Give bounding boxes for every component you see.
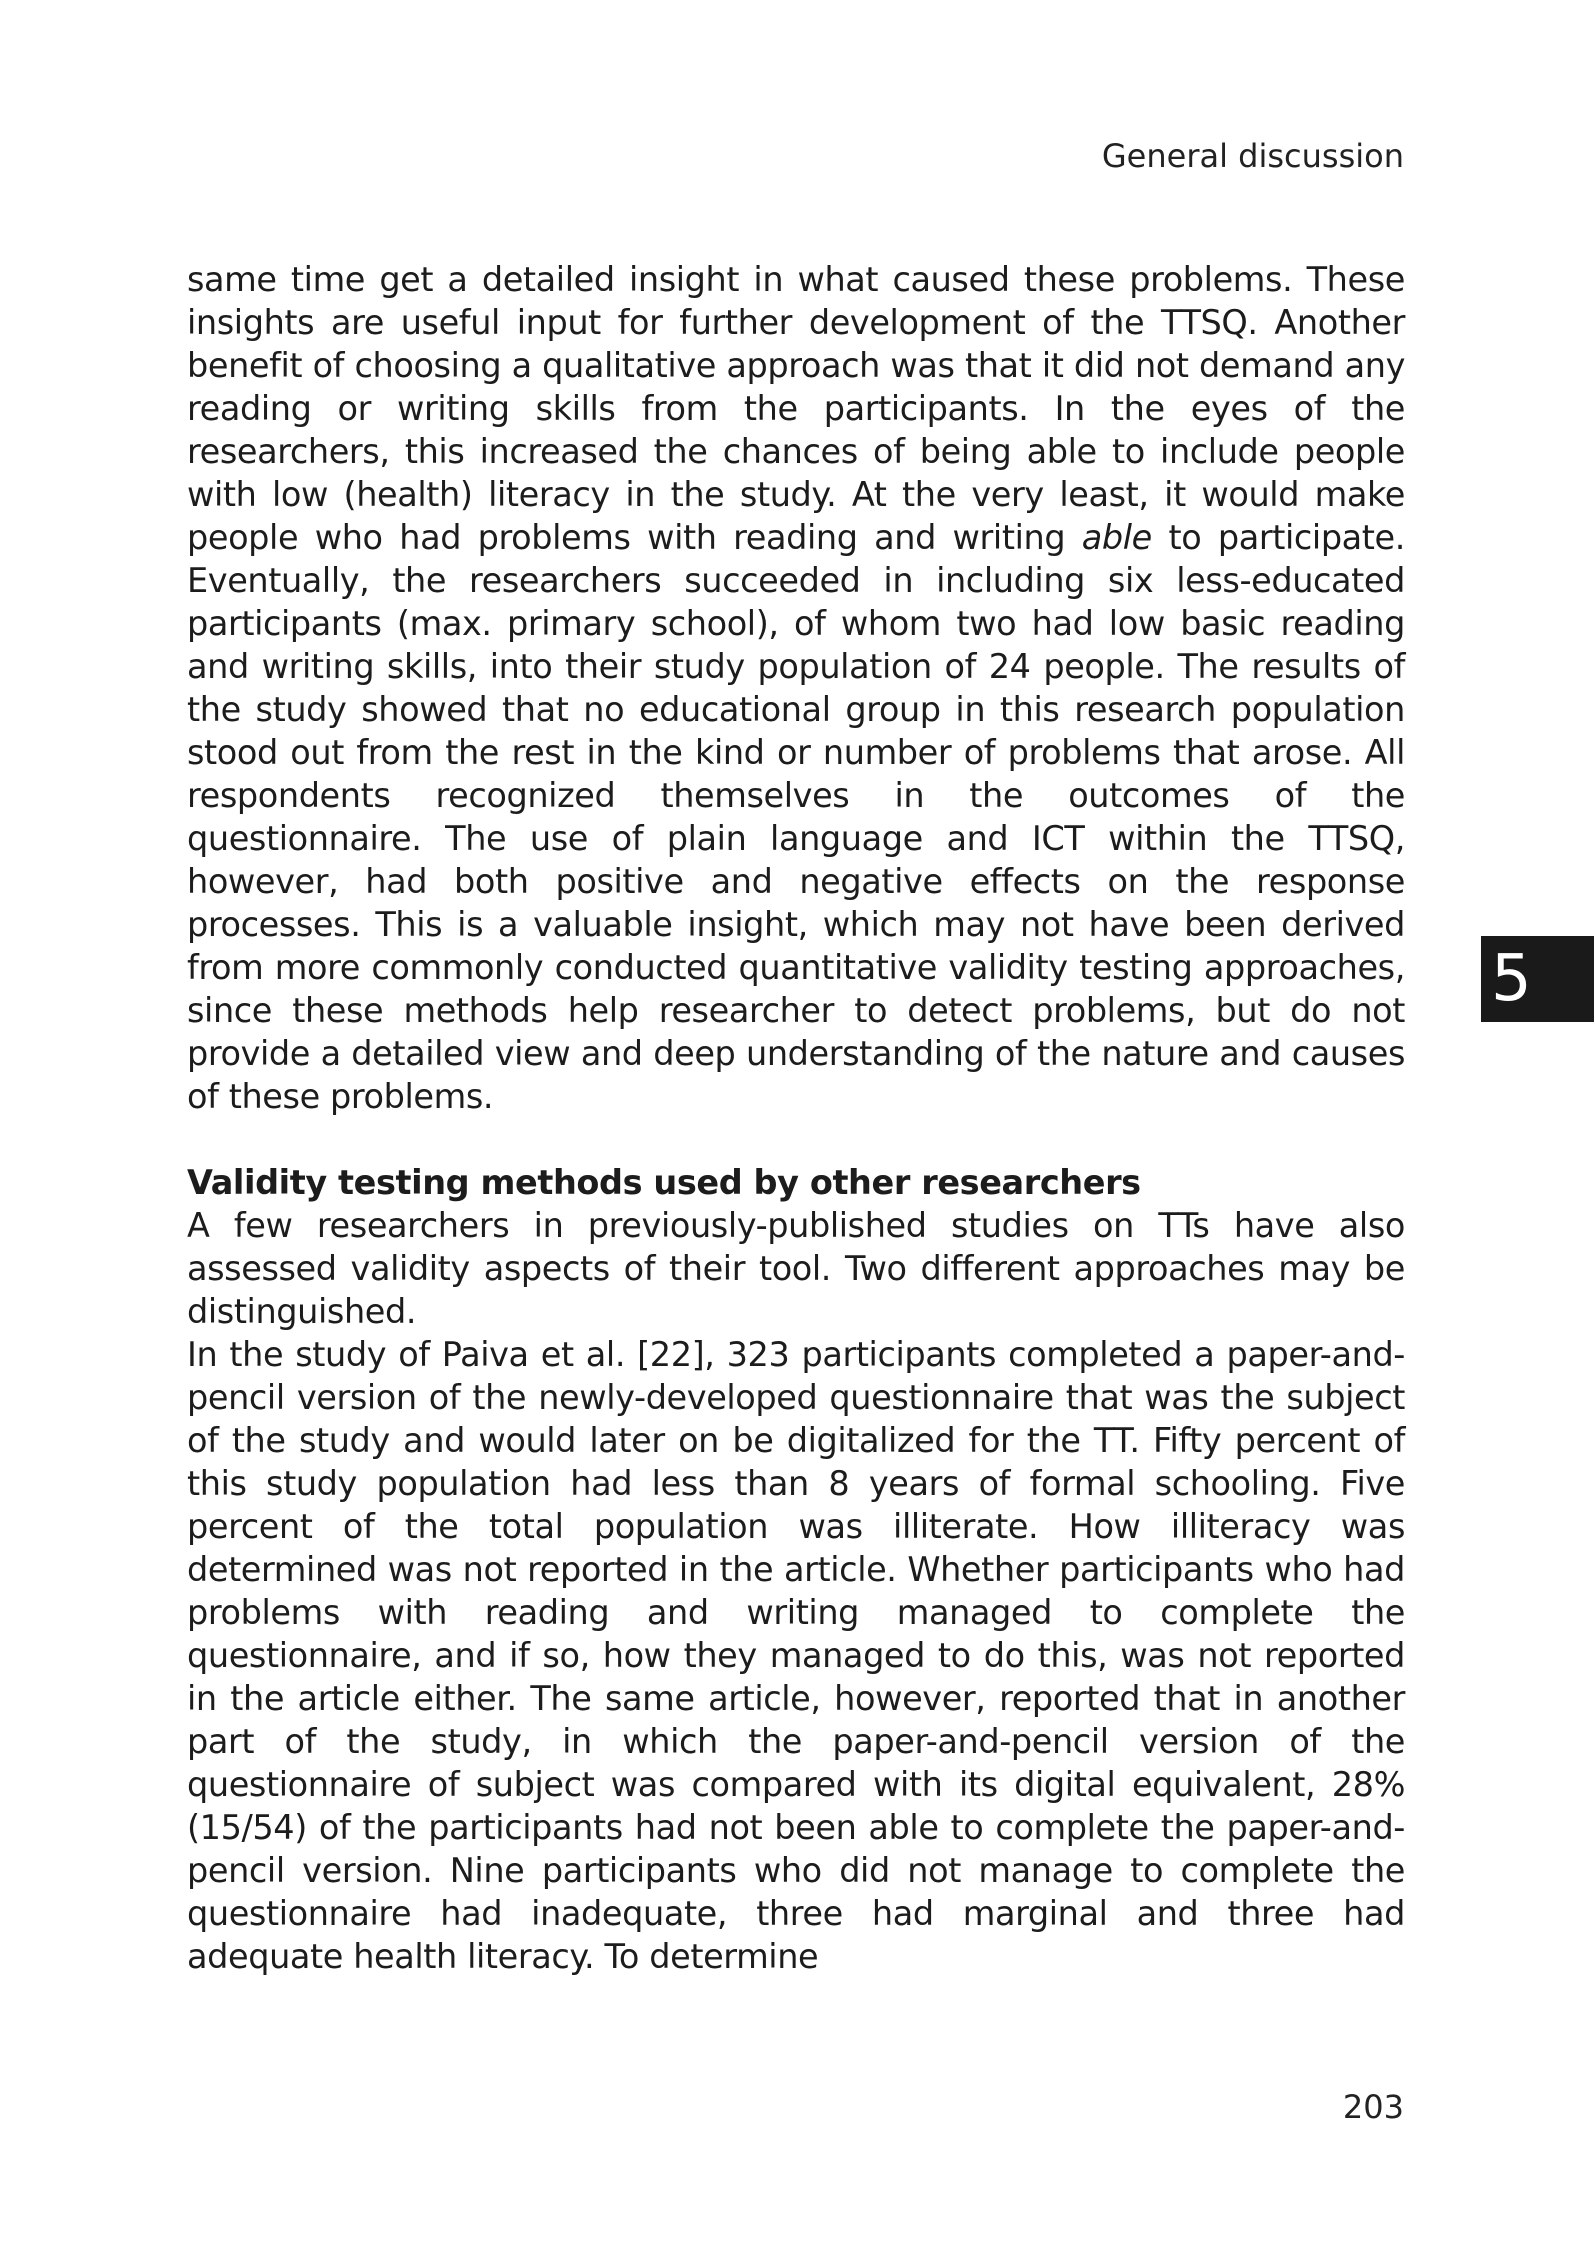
page-number: 203 [1342,2088,1404,2126]
paragraph-1-part-1: same time get a detailed insight in what caused these problems. These insights are useful input for further development of the TTSQ. Another benefit of choosing a qualitative approach was that it did not demand any reading or writing skills from the participants. In the eyes of the researchers, this increased the chances of being able to include people with low (health) literacy in the study. At the very least, it would make people who had problems with reading and writing [187,260,1405,557]
emphasis-able: able [1081,518,1152,557]
paragraph-2: A few researchers in previously-published studies on TTs have also assessed validity aspects of their tool. Two different approaches may be distinguished. [187,1206,1405,1331]
section-heading: Validity testing methods used by other researchers [187,1163,1141,1202]
body-text [187,258,1405,1978]
running-header: General discussion [1101,137,1404,175]
paragraph-gap [187,1118,1405,1161]
paragraph-3: In the study of Paiva et al. [22], 323 participants completed a paper-and-pencil version of the newly-developed questionnaire that was the subject of the study and would later on be digitalized for the TT. Fifty percent of this study population had less than 8 years of formal schooling. Five percent of the total population was illiterate. How illiteracy was determined was not reported in the article. Whether participants who had problems with reading and writing managed to complete the questionnaire, and if so, how they managed to do this, was not reported in the article either. The same article, however, reported that in another part of the study, in which the paper-and-pencil version of the questionnaire of subject was compared with its digital equivalent, 28% (15/54) of the participants had not been able to complete the paper-and-pencil version. Nine participants who did not manage to complete the questionnaire had inadequate, three had marginal and three had adequate health literacy. To determine [187,1335,1405,1976]
paragraph-1 [187,258,1405,1118]
paragraph-1-part-2: to participate. Eventually, the researchers succeeded in including six less-educated participants (max. primary school), of whom two had low basic reading and writing skills, into their study population of 24 people. The results of the study showed that no educational group in this research population stood out from the rest in the kind or number of problems that arose. All respondents recognized themselves in the outcomes of the questionnaire. The use of plain language and ICT within the TTSQ, however, had both positive and negative effects on the response processes. This is a valuable insight, which may not have been derived from more commonly conducted quantitative validity testing approaches, since these methods help researcher to detect problems, but do not provide a detailed view and deep understanding of the nature and causes of these problems. [187,518,1405,1116]
chapter-tab: 5 [1481,936,1594,1022]
